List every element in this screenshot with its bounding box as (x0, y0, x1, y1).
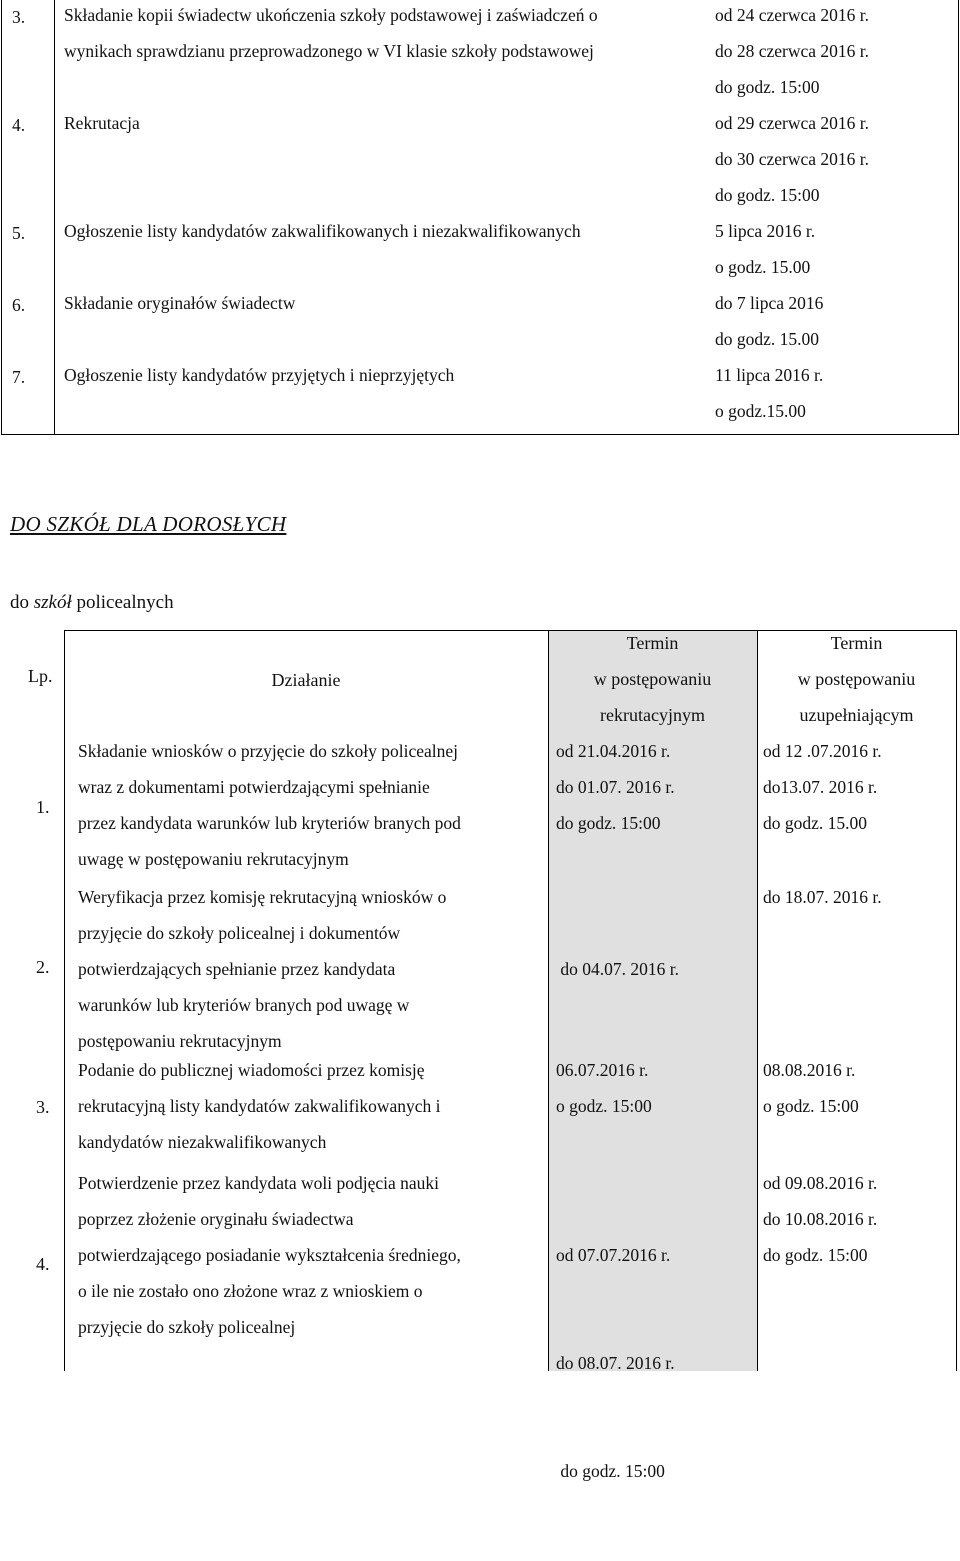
row-number: 4. (36, 1254, 50, 1274)
row-number: 5. (12, 223, 26, 243)
row-number: 2. (36, 957, 50, 977)
date-line: od 07.07.2016 r. (556, 1245, 671, 1265)
subtitle-suffix: policealnych (71, 592, 174, 613)
subtitle-emphasis: szkół (33, 592, 72, 613)
header-action: Działanie (271, 670, 341, 690)
date-line: o godz.15.00 (715, 401, 806, 421)
date-line: od 12 .07.2016 r. (763, 741, 882, 761)
action-line: wynikach sprawdzianu przeprowadzonego w VI klasie szkoły podstawowej (64, 41, 594, 61)
action-line: Ogłoszenie listy kandydatów zakwalifikowanych i niezakwalifikowanych (64, 221, 581, 241)
date-line: do 08.07. 2016 r. (556, 1353, 675, 1373)
date-line: do godz. 15:00 (556, 1461, 665, 1481)
column-divider (757, 630, 758, 1371)
column-divider (956, 630, 957, 1371)
date-line: do 01.07. 2016 r. (556, 777, 675, 797)
action-cell (78, 733, 461, 877)
action-line: kandydatów niezakwalifikowanych (78, 1132, 327, 1152)
date-line: do godz. 15:00 (556, 813, 661, 833)
date-line: do 30 czerwca 2016 r. (715, 149, 870, 169)
header-line: w postępowaniu (797, 669, 916, 689)
row-number: 4. (12, 115, 26, 135)
action-line: Składanie wniosków o przyjęcie do szkoły policealnej (78, 741, 459, 761)
date-line: do13.07. 2016 r. (763, 777, 878, 797)
date-line: do 7 lipca 2016 (715, 293, 824, 313)
action-line: uwagę w postępowaniu rekrutacyjnym (78, 849, 349, 869)
date-line: od 21.04.2016 r. (556, 741, 671, 761)
term2-cell (763, 879, 882, 915)
date-line: do 04.07. 2016 r. (556, 959, 679, 979)
date-line: do 10.08.2016 r. (763, 1209, 878, 1229)
action-line: rekrutacyjną listy kandydatów zakwalifikowanych i (78, 1096, 441, 1116)
column-divider (548, 630, 549, 1371)
action-cell (78, 1165, 461, 1345)
date-line: o godz. 15.00 (715, 257, 811, 277)
action-line: poprzez złożenie oryginału świadectwa (78, 1209, 354, 1229)
action-line: warunków lub kryteriów branych pod uwagę w (78, 995, 410, 1015)
row-number: 7. (12, 367, 26, 387)
action-line: Składanie kopii świadectw ukończenia szkoły podstawowej i zaświadczeń o (64, 5, 598, 25)
header-line: uzupełniającym (799, 705, 914, 725)
date-line: do 18.07. 2016 r. (763, 887, 882, 907)
date-line: od 29 czerwca 2016 r. (715, 113, 870, 133)
header-term-supplementary (757, 625, 956, 733)
action-line: przyjęcie do szkoły policealnej i dokumentów (78, 923, 401, 943)
header-line: Termin (830, 633, 883, 653)
action-line: potwierdzających spełnianie przez kandydata (78, 959, 396, 979)
header-term-recruitment (548, 625, 757, 733)
date-line: 06.07.2016 r. (556, 1060, 649, 1080)
date-line: do godz. 15:00 (715, 77, 820, 97)
action-line: Składanie oryginałów świadectw (64, 293, 296, 313)
action-line: Rekrutacja (64, 113, 140, 133)
column-divider (64, 630, 65, 1371)
action-line: przez kandydata warunków lub kryteriów branych pod (78, 813, 461, 833)
action-line: Potwierdzenie przez kandydata woli podjęcia nauki (78, 1173, 440, 1193)
term1-cell (556, 1165, 675, 1561)
term1-cell (556, 733, 675, 841)
header-line: w postępowaniu (593, 669, 712, 689)
date-line: do godz. 15:00 (763, 1245, 868, 1265)
section-title: DO SZKÓŁ DLA DOROSŁYCH (10, 512, 287, 536)
header-line: Termin (626, 633, 679, 653)
action-line: wraz z dokumentami potwierdzającymi spełnianie (78, 777, 430, 797)
row-number: 1. (36, 797, 50, 817)
date-line: 08.08.2016 r. (763, 1060, 856, 1080)
action-cell (78, 1052, 441, 1160)
row-number: 3. (36, 1097, 50, 1117)
schedule-table-continued (1, 0, 959, 435)
date-line: od 09.08.2016 r. (763, 1173, 878, 1193)
date-line: do godz. 15:00 (715, 185, 820, 205)
date-line: do godz. 15.00 (763, 813, 868, 833)
header-lp: Lp. (28, 666, 53, 686)
date-line: do godz. 15.00 (715, 329, 820, 349)
date-line: do 28 czerwca 2016 r. (715, 41, 870, 61)
subtitle-prefix: do (10, 592, 34, 613)
row-number: 6. (12, 295, 26, 315)
action-line: Weryfikacja przez komisję rekrutacyjną wniosków o (78, 887, 447, 907)
term2-cell (763, 1165, 877, 1273)
action-line: Podanie do publicznej wiadomości przez komisję (78, 1060, 425, 1080)
term1-cell (556, 879, 679, 1059)
date-line: o godz. 15:00 (556, 1096, 652, 1116)
term2-cell (763, 1052, 859, 1124)
column-divider (54, 0, 55, 434)
action-line: potwierdzającego posiadanie wykształcenia średniego, (78, 1245, 461, 1265)
action-cell (78, 879, 446, 1059)
date-line: od 24 czerwca 2016 r. (715, 5, 870, 25)
action-line: o ile nie zostało ono złożone wraz z wnioskiem o (78, 1281, 423, 1301)
date-line: 11 lipca 2016 r. (715, 365, 824, 385)
action-line: postępowaniu rekrutacyjnym (78, 1031, 282, 1051)
row-number: 3. (12, 7, 26, 27)
header-line: rekrutacyjnym (600, 705, 705, 725)
term1-cell (556, 1052, 652, 1124)
term2-cell (763, 733, 882, 841)
date-line: o godz. 15:00 (763, 1096, 859, 1116)
action-line: Ogłoszenie listy kandydatów przyjętych i nieprzyjętych (64, 365, 455, 385)
date-line: 5 lipca 2016 r. (715, 221, 816, 241)
section-subtitle (10, 592, 174, 614)
action-line: przyjęcie do szkoły policealnej (78, 1317, 296, 1337)
